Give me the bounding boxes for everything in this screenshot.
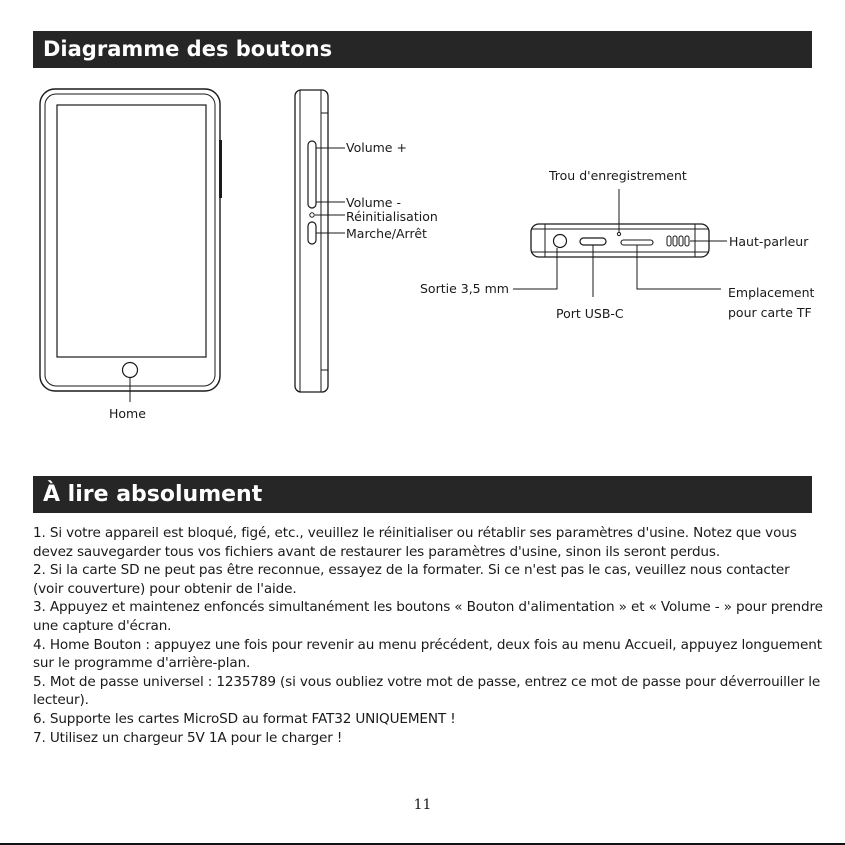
audio-jack-icon [554, 235, 567, 248]
label-volume-down: Volume - [346, 195, 401, 210]
mic-hole-icon [617, 232, 620, 235]
instruction-item: 3. Appuyez et maintenez enfoncés simultanément les boutons « Bouton d'alimentation » et « Volume - » pour prendre une capture d'écran. [33, 599, 823, 634]
section-title-must-read: À lire absolument [33, 476, 812, 513]
instruction-item: 4. Home Bouton : appuyez une fois pour revenir au menu précédent, deux fois au menu Accueil, appuyez longuement sur le programme d'arrière-plan. [33, 636, 822, 672]
tf-slot-icon [621, 240, 653, 245]
speaker-grille-icon [667, 236, 689, 246]
instruction-item: 5. Mot de passe universel : 1235789 (si vous oubliez votre mot de passe, entrez ce mot de passe pour déverrouiller le lecteur). [33, 673, 821, 709]
instruction-item: 7. Utilisez un chargeur 5V 1A pour le charger ! [33, 729, 343, 746]
label-volume-up: Volume + [346, 140, 407, 155]
device-bottom-view [513, 189, 727, 297]
section-title-buttons: Diagramme des boutons [33, 31, 812, 68]
label-audio-out: Sortie 3,5 mm [420, 281, 509, 296]
volume-button-icon [308, 141, 316, 208]
instruction-item: 6. Supporte les cartes MicroSD au format FAT32 UNIQUEMENT ! [33, 710, 456, 727]
home-button-icon [123, 363, 138, 378]
page-number: 11 [413, 797, 432, 813]
instructions-list [33, 524, 823, 747]
label-home: Home [109, 406, 146, 421]
device-front-view [40, 89, 222, 402]
instruction-item: 2. Si la carte SD ne peut pas être reconnue, essayez de la formater. Si ce n'est pas le cas, veuillez nous contacter (voir couverture) pour obtenir de l'aide. [33, 562, 790, 597]
reset-hole-icon [310, 213, 314, 217]
label-tf-slot-line1: Emplacement [728, 285, 815, 300]
device-side-view [295, 90, 345, 392]
power-button-icon [308, 222, 316, 244]
label-speaker: Haut-parleur [729, 234, 809, 249]
label-tf-slot-line2: pour carte TF [728, 305, 812, 320]
instruction-item: 1. Si votre appareil est bloqué, figé, etc., veuillez le réinitialiser ou rétablir ses paramètres d'usine. Notez que vous devez sauvegarder tous vos fichiers avant de restaurer les paramètres d'usine, sinon ils seront perdus. [33, 525, 797, 560]
usb-c-port-icon [580, 238, 606, 245]
label-reset: Réinitialisation [346, 209, 438, 224]
label-usb-port: Port USB-C [556, 306, 624, 321]
label-record-hole: Trou d'enregistrement [549, 168, 687, 183]
label-power: Marche/Arrêt [346, 226, 427, 241]
